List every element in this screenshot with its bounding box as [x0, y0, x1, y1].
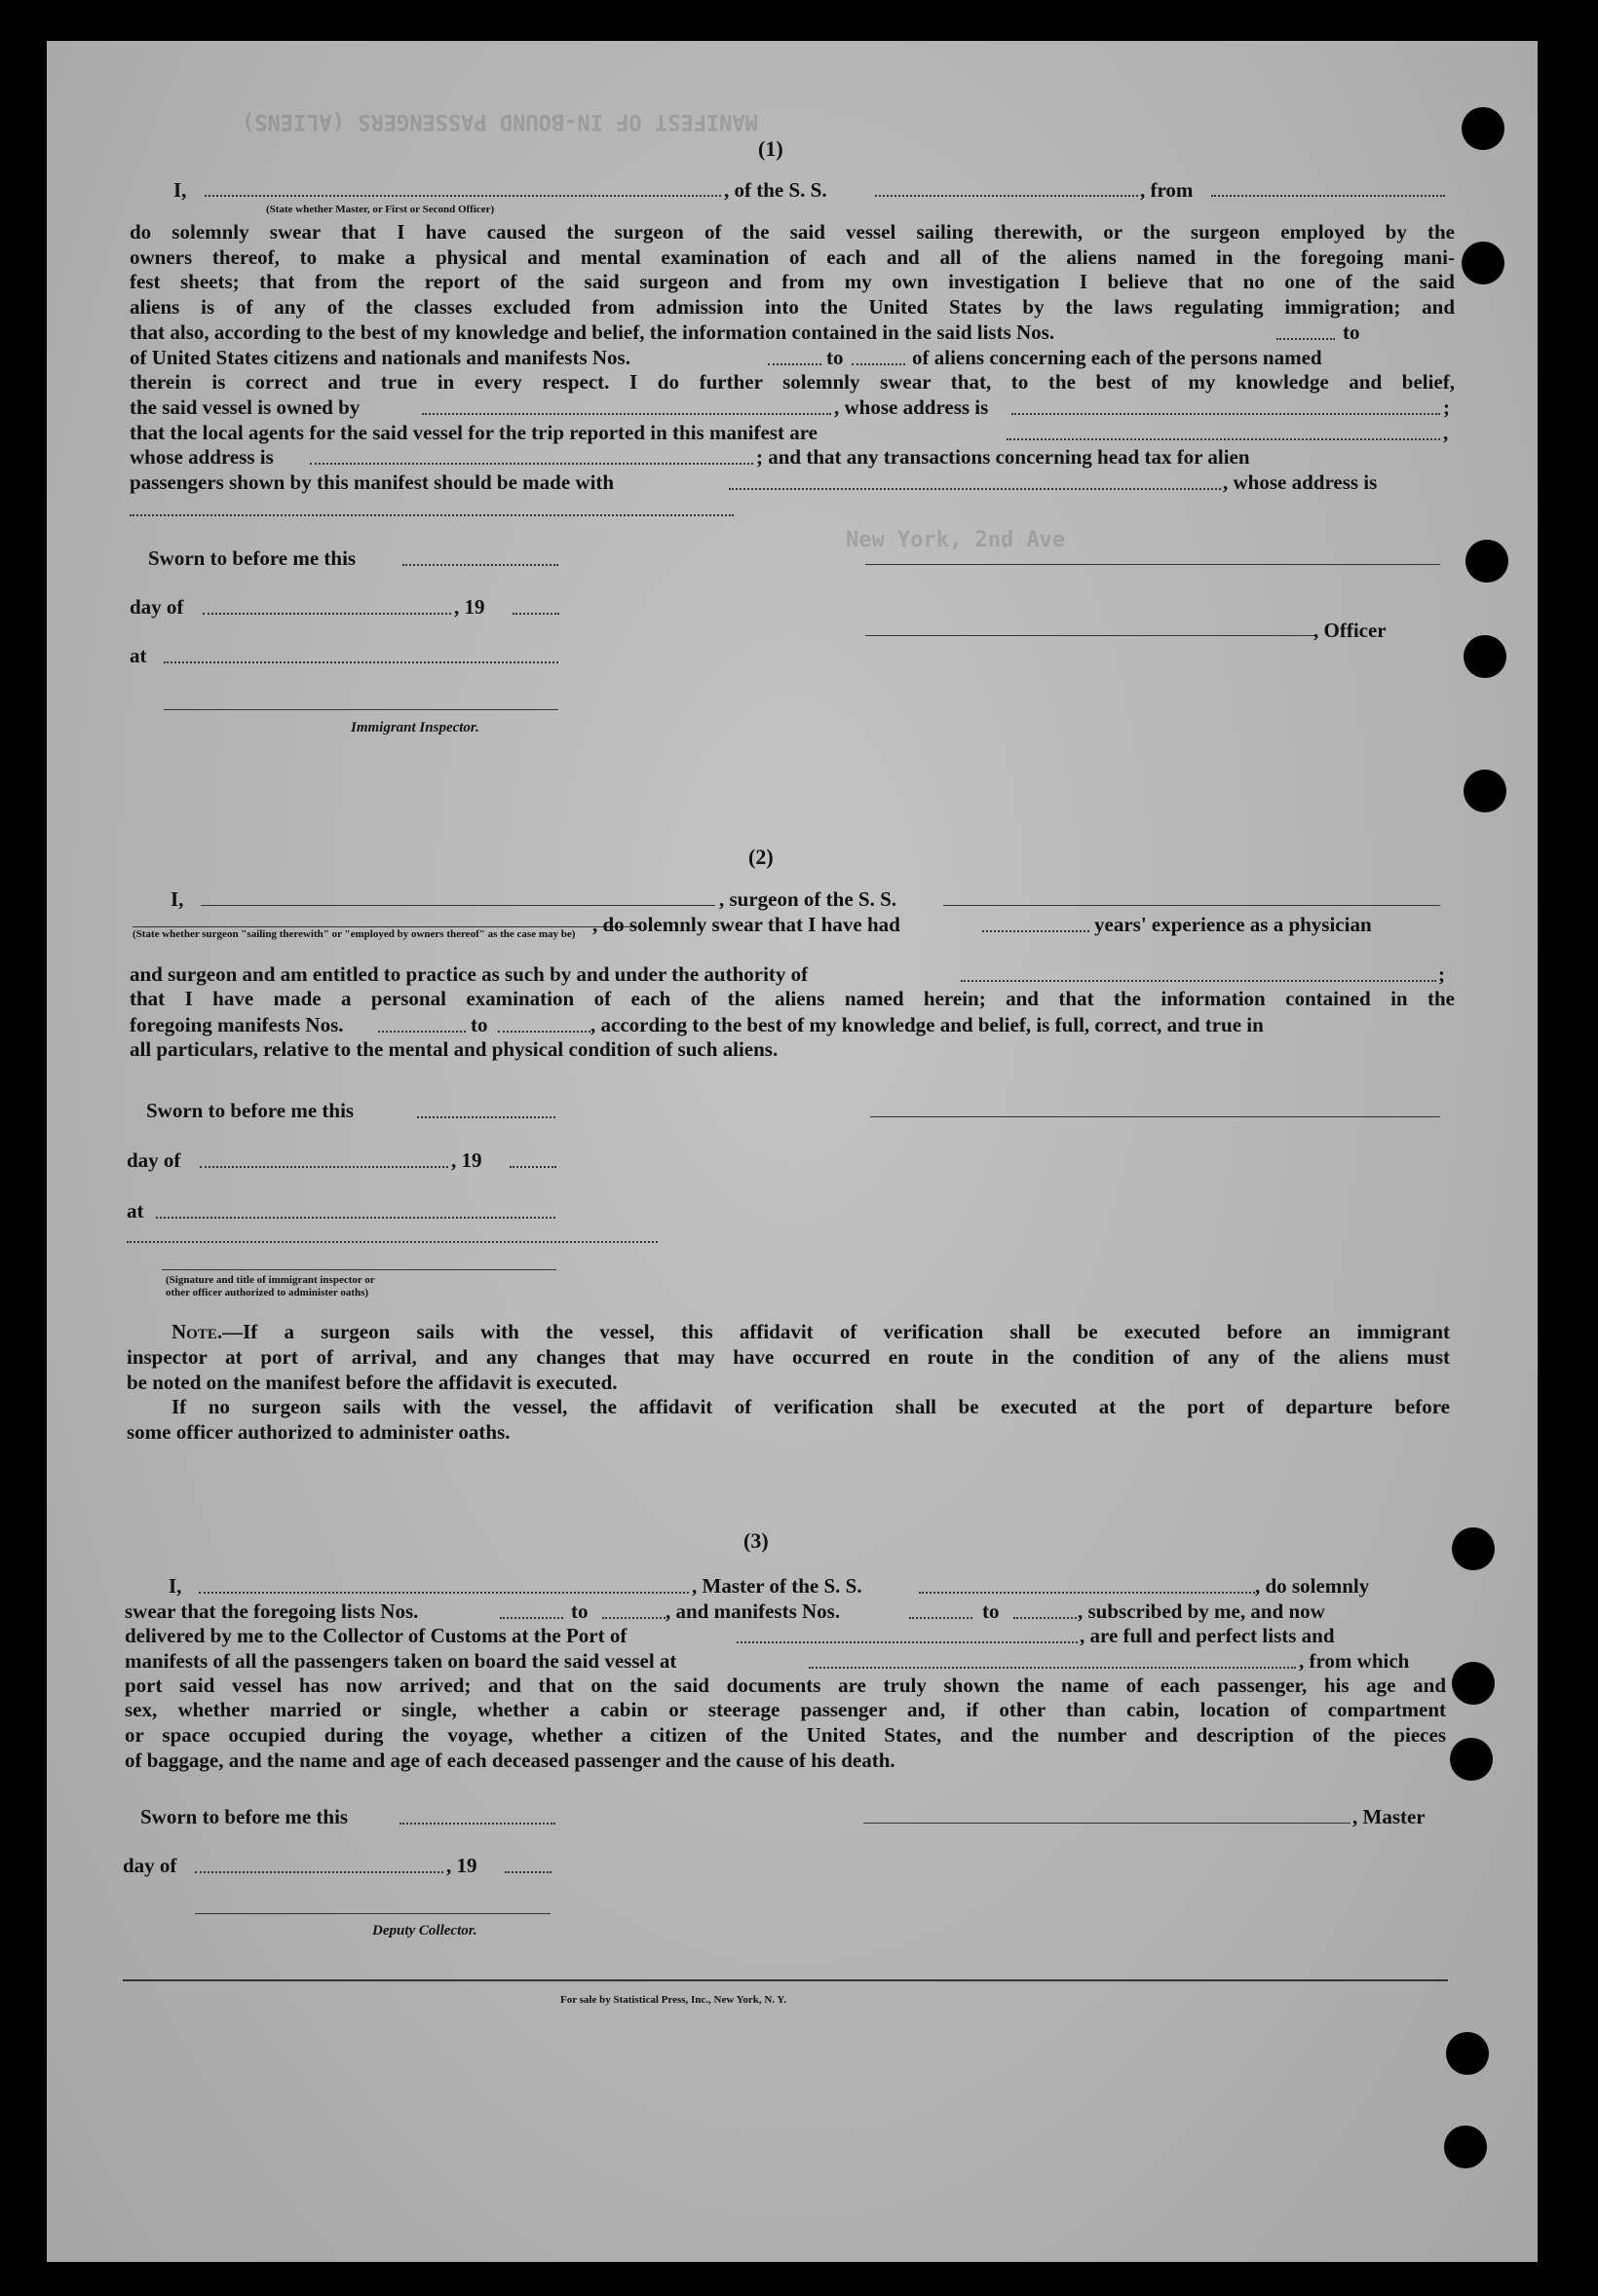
s1-month-field[interactable] — [203, 613, 451, 615]
s1-whose-address-3: , whose address is — [1223, 470, 1378, 494]
s3-line-2: sex, whether married or single, whether a cabin or steerage passenger and, if other than cabin, location of compartment — [125, 1698, 1446, 1721]
s2-authority: and surgeon and am entitled to practice as such by and under the authority of — [130, 962, 809, 986]
s2-surgeon-name-field[interactable] — [201, 905, 715, 906]
punch-hole — [1462, 242, 1504, 284]
s2-month-field[interactable] — [200, 1166, 448, 1168]
bleed-through-text: New York, 2nd Ave — [846, 528, 1066, 552]
s2-surgeon-signature-line[interactable] — [870, 1116, 1440, 1117]
s1-officer-signature-line[interactable] — [865, 564, 1440, 565]
s3-line-4: of baggage, and the name and age of each deceased passenger and the cause of his death. — [125, 1749, 895, 1772]
s3-lists-from-field[interactable] — [500, 1617, 563, 1619]
s1-ship-name-field[interactable] — [875, 195, 1138, 197]
s1-line-2: owners thereof, to make a physical and mental examination of each and all of the aliens named in the foregoing mani- — [130, 245, 1455, 269]
s2-year-field[interactable] — [510, 1166, 556, 1168]
s2-years-exp: years' experience as a physician — [1094, 913, 1372, 936]
s1-line-6: of United States citizens and nationals and manifests Nos. — [130, 346, 630, 369]
note-line-3: be noted on the manifest before the affidavit is executed. — [127, 1371, 618, 1394]
s1-passengers-line: passengers shown by this manifest should be made with — [130, 470, 615, 494]
s3-ship-field[interactable] — [919, 1592, 1255, 1594]
s1-caption: (State whether Master, or First or Second Officer) — [266, 204, 495, 215]
s3-and-manifests: , and manifests Nos. — [666, 1600, 841, 1623]
s1-head-tax-party-field[interactable] — [729, 488, 1221, 490]
s1-line-5: that also, according to the best of my knowledge and belief, the information contained in the said lists Nos. — [130, 320, 1055, 344]
s3-line-1: port said vessel has now arrived; and that on the said documents are truly shown the name of each passenger, his age and — [125, 1674, 1446, 1697]
document-page — [47, 41, 1538, 2262]
s2-sworn-day-field[interactable] — [417, 1116, 555, 1118]
s2-to: to — [471, 1013, 488, 1036]
s1-manifests-to-field[interactable] — [852, 363, 905, 365]
s3-delivered: delivered by me to the Collector of Customs at the Port of — [125, 1624, 628, 1647]
s2-day-of: day of — [127, 1148, 181, 1172]
s1-line-1: do solemnly swear that I have caused the surgeon of the said vessel sailing therewith, or the surgeon employed by the — [130, 220, 1455, 244]
s3-subscribed: , subscribed by me, and now — [1078, 1600, 1325, 1623]
s2-particulars: all particulars, relative to the mental and physical condition of such aliens. — [130, 1037, 779, 1061]
s2-sig-caption-2: other officer authorized to administer oaths) — [166, 1287, 369, 1299]
s3-to-1: to — [571, 1600, 589, 1623]
note-label: Note. — [171, 1320, 223, 1343]
s2-manifests-from-field[interactable] — [378, 1031, 466, 1033]
s3-to-2: to — [982, 1600, 1000, 1623]
s3-month-field[interactable] — [195, 1871, 443, 1873]
s2-at-field[interactable] — [156, 1217, 555, 1219]
s1-inspector-signature-line[interactable] — [164, 709, 558, 710]
section-3-number: (3) — [743, 1528, 769, 1553]
s1-officer: , Officer — [1313, 619, 1387, 642]
s3-line-3: or space occupied during the voyage, whether a citizen of the United States, and the number and description of the pieces — [125, 1723, 1446, 1747]
section-1-number: (1) — [758, 136, 783, 161]
s3-collector-caption: Deputy Collector. — [372, 1923, 477, 1938]
s2-sig-caption-1: (Signature and title of immigrant inspector or — [166, 1274, 375, 1286]
s1-i: I, — [173, 178, 187, 202]
footer-rule — [123, 1979, 1448, 1981]
s3-full-perfect: , are full and perfect lists and — [1080, 1624, 1335, 1647]
s1-owner-address-field[interactable] — [1011, 413, 1440, 415]
s1-line-7: therein is correct and true in every respect. I do further solemnly swear that, to the best of my knowledge and belief, — [130, 370, 1455, 394]
s1-head-tax: ; and that any transactions concerning head tax for alien — [756, 445, 1250, 469]
s2-personal-line: that I have made a personal examination of each of the aliens named herein; and that the information contained in the — [130, 987, 1455, 1010]
s3-manifests-of: manifests of all the passengers taken on board the said vessel at — [125, 1649, 677, 1673]
s1-day-of: day of — [130, 595, 184, 619]
s3-departure-port-field[interactable] — [809, 1667, 1296, 1669]
s3-year: , 19 — [446, 1854, 477, 1877]
punch-hole — [1446, 2032, 1489, 2075]
s1-local-agents: that the local agents for the said vessel for the trip reported in this manifest are — [130, 421, 818, 444]
note-line-5: some officer authorized to administer oaths. — [127, 1420, 511, 1444]
s3-sworn: Sworn to before me this — [140, 1805, 349, 1828]
s2-year: , 19 — [451, 1148, 482, 1172]
note-text-1: —If a surgeon sails with the vessel, this affidavit of verification shall be executed before an immigrant — [222, 1320, 1450, 1343]
s1-agents-address-field[interactable] — [310, 463, 753, 465]
s3-sworn-day-field[interactable] — [400, 1823, 555, 1825]
s2-manifests-to-field[interactable] — [498, 1031, 590, 1033]
printer-footer: For sale by Statistical Press, Inc., New York, N. Y. — [560, 1994, 787, 2006]
punch-hole — [1464, 770, 1506, 812]
s1-sworn: Sworn to before me this — [148, 546, 357, 570]
punch-hole — [1462, 107, 1504, 150]
s1-year: , 19 — [454, 595, 485, 619]
bleed-through-text: MANIFEST OF IN-BOUND PASSENGERS (ALIENS) — [242, 109, 758, 133]
s1-at: at — [130, 644, 147, 667]
s2-years-field[interactable] — [982, 930, 1089, 932]
s2-ship-field[interactable] — [943, 905, 1440, 906]
s1-comma: , — [1443, 421, 1449, 444]
s1-owner-field[interactable] — [422, 413, 831, 415]
s3-from-which: , from which — [1299, 1649, 1410, 1673]
s1-head-tax-address-field[interactable] — [130, 514, 734, 516]
s2-status-field[interactable] — [133, 926, 639, 927]
s1-from: , from — [1140, 178, 1194, 202]
note-line-4: If no surgeon sails with the vessel, the affidavit of verification shall be executed at the port of departure before — [171, 1395, 1450, 1418]
s1-to-2: to — [826, 346, 844, 369]
section-2-number: (2) — [748, 845, 774, 869]
s1-owned-by: the said vessel is owned by — [130, 395, 361, 419]
s2-at: at — [127, 1199, 144, 1223]
s1-whose-address-2: whose address is — [130, 445, 274, 469]
punch-hole — [1450, 1738, 1493, 1781]
s1-of-ss: , of the S. S. — [724, 178, 827, 202]
s1-sworn-day-field[interactable] — [402, 564, 558, 566]
s2-swear: , do solemnly swear that I have had — [592, 913, 900, 936]
s1-officer-name-field[interactable] — [205, 195, 721, 197]
punch-hole — [1464, 635, 1506, 678]
s2-official-signature-line[interactable] — [162, 1269, 556, 1270]
s1-to-1: to — [1343, 320, 1360, 344]
s2-caption: (State whether surgeon "sailing therewith" or "employed by owners thereof" as the case may be) — [133, 928, 576, 940]
s1-at-field[interactable] — [164, 661, 558, 663]
s2-sworn: Sworn to before me this — [146, 1099, 355, 1122]
note-line-2: inspector at port of arrival, and any changes that may have occurred en route in the condition of any of the aliens must — [127, 1345, 1450, 1369]
s1-line-3: fest sheets; that from the report of the said surgeon and from my own investigation I believe that no one of the said — [130, 270, 1455, 293]
s1-line-4: aliens is of any of the classes excluded from admission into the United States by the laws regulating immigration; and — [130, 295, 1455, 319]
s2-at-field-2[interactable] — [127, 1241, 658, 1243]
s3-master-signature-line[interactable] — [863, 1823, 1351, 1824]
s1-aliens-concerning: of aliens concerning each of the persons named — [912, 346, 1322, 369]
s2-surgeon-of: , surgeon of the S. S. — [719, 887, 897, 911]
s1-agents-field[interactable] — [1007, 438, 1440, 440]
s2-authority-field[interactable] — [961, 980, 1436, 982]
s3-collector-signature-line[interactable] — [195, 1913, 551, 1914]
punch-hole — [1444, 2126, 1487, 2168]
s3-manifests-from-field[interactable] — [909, 1617, 972, 1619]
s2-foregoing: foregoing manifests Nos. — [130, 1013, 344, 1036]
punch-hole — [1452, 1662, 1495, 1705]
s3-do-solemnly: , do solemnly — [1255, 1574, 1370, 1598]
s3-year-field[interactable] — [505, 1871, 552, 1873]
s3-lists-to-field[interactable] — [602, 1617, 666, 1619]
s2-according: , according to the best of my knowledge and belief, is full, correct, and true in — [590, 1013, 1264, 1036]
s1-officer-line[interactable] — [865, 635, 1315, 636]
s3-manifests-to-field[interactable] — [1013, 1617, 1077, 1619]
s3-master-name-field[interactable] — [199, 1592, 689, 1594]
s3-swear-lists: swear that the foregoing lists Nos. — [125, 1600, 419, 1623]
s3-i: I, — [169, 1574, 182, 1598]
punch-hole — [1452, 1527, 1495, 1570]
s1-semicolon: ; — [1443, 395, 1450, 419]
s1-lists-from-field[interactable] — [1276, 338, 1335, 340]
s2-semicolon: ; — [1438, 962, 1445, 986]
s1-inspector-caption: Immigrant Inspector. — [351, 720, 479, 735]
s1-year-field[interactable] — [513, 613, 559, 615]
note-line-1 — [171, 1320, 1450, 1345]
s3-day-of: day of — [123, 1854, 177, 1877]
s3-master-of: , Master of the S. S. — [692, 1574, 862, 1598]
s3-master: , Master — [1352, 1805, 1426, 1828]
s3-port-field[interactable] — [737, 1641, 1078, 1643]
s1-from-port-field[interactable] — [1211, 195, 1445, 197]
s1-manifests-from-field[interactable] — [768, 363, 821, 365]
s2-i: I, — [171, 887, 184, 911]
s1-whose-address: , whose address is — [834, 395, 989, 419]
punch-hole — [1465, 540, 1508, 583]
